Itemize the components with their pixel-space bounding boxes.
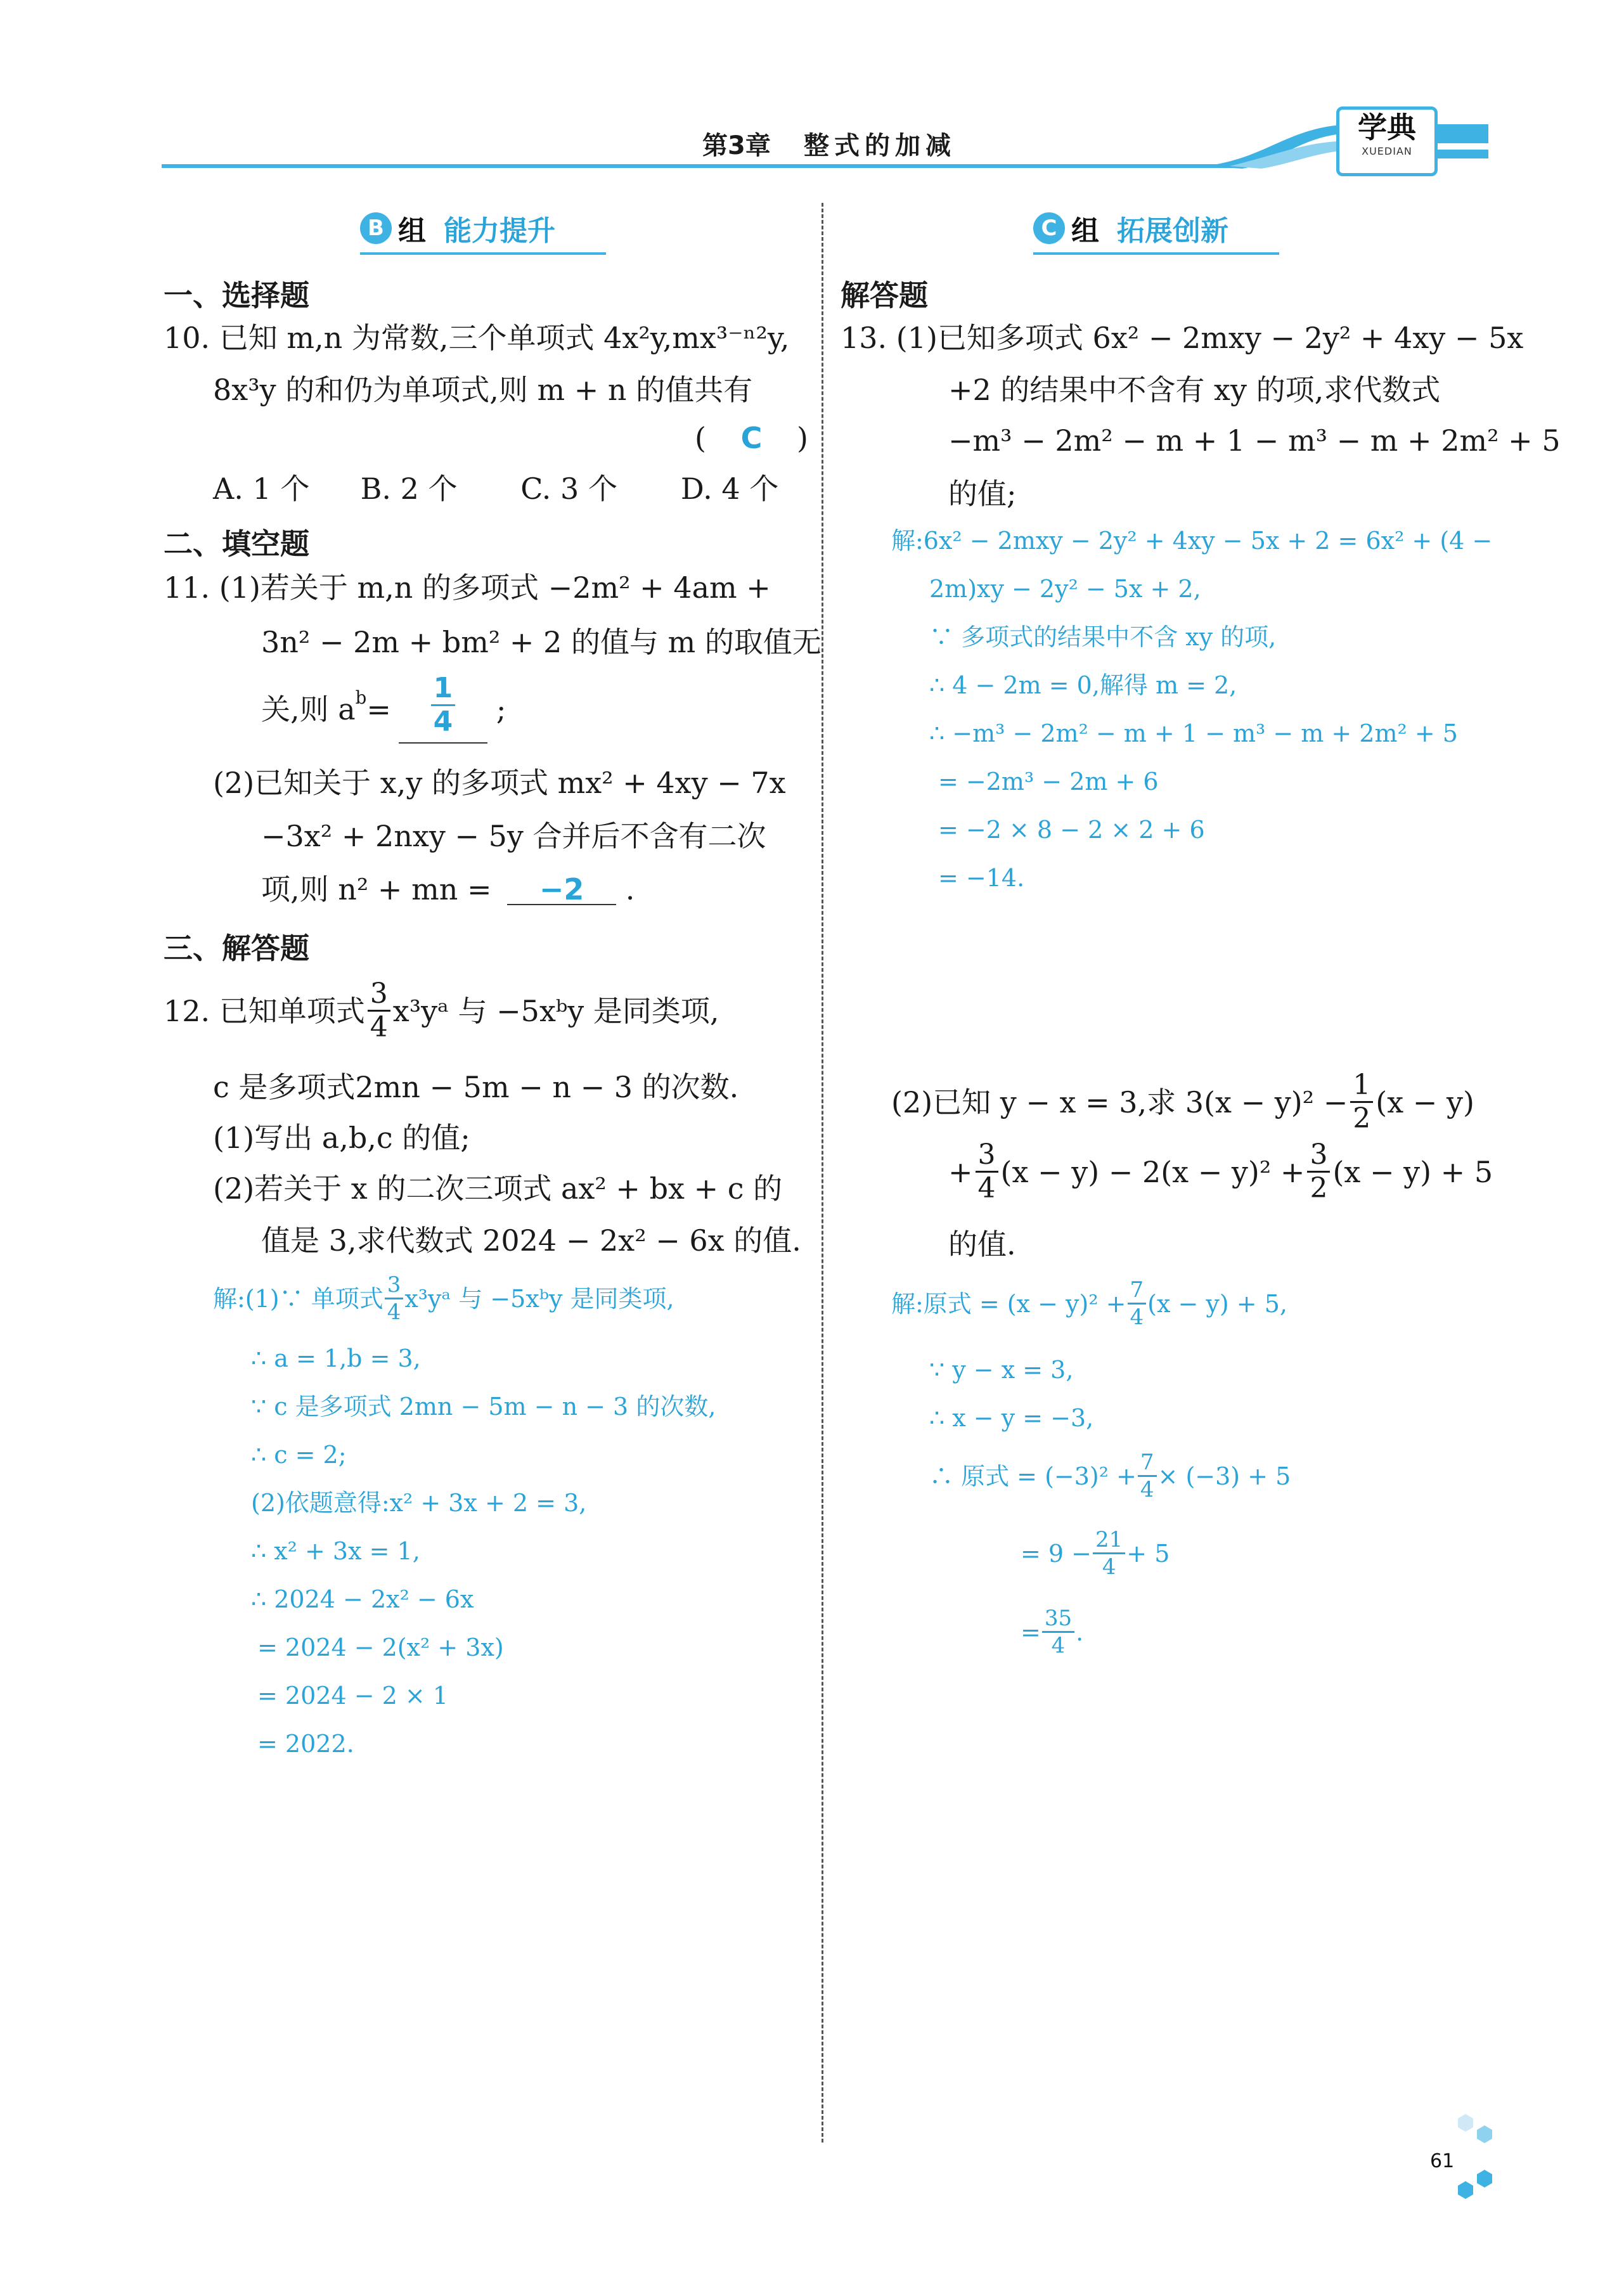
q13-2-line2	[948, 1138, 1493, 1204]
sol13b-l6-d: 4	[1051, 1633, 1066, 1658]
q11-1-blank	[399, 674, 487, 744]
q13-2-frac2	[976, 1138, 998, 1204]
q12-line5: 值是 3,求代数式 2024 − 2x² − 6x 的值.	[261, 1223, 801, 1258]
chapter-title: 整式的加减	[804, 131, 956, 160]
logo	[1336, 106, 1438, 176]
sol12-line-c: ∴ c = 2;	[251, 1441, 347, 1469]
q12-post: x³yᵃ 与 −5xᵇy 是同类项,	[392, 993, 719, 1028]
sol13b-line6	[1021, 1608, 1083, 1656]
q13-2-post: (x − y)	[1376, 1085, 1474, 1119]
q11-1-ans-num: 1	[431, 674, 456, 706]
section-solve: 解答题	[841, 278, 928, 313]
sol12-post: x³yᵃ 与 −5xᵇy 是同类项,	[404, 1284, 674, 1313]
q10-line1: 10. 已知 m,n 为常数,三个单项式 4x²y,mx³⁻ⁿ²y,	[164, 321, 790, 355]
q11-2-text: 项,则 n² + mn =	[261, 872, 492, 906]
q12-solution-line1	[213, 1274, 674, 1323]
q10-options	[213, 472, 779, 506]
q10-answer-bracket	[695, 423, 808, 453]
q11-1-line1: 11. (1)若关于 m,n 的多项式 −2m² + 4am +	[164, 570, 771, 605]
sol13b-l5-post: + 5	[1126, 1539, 1170, 1568]
q11-2-line1: (2)已知关于 x,y 的多项式 mx² + 4xy − 7x	[213, 766, 786, 800]
sol13b-post: (x − y) + 5,	[1147, 1289, 1287, 1318]
sol13-line-b: 2m)xy − 2y² − 5x + 2,	[929, 575, 1201, 603]
sol13b-line3: ∴ x − y = −3,	[929, 1404, 1094, 1432]
group-b-word: 组	[398, 215, 426, 247]
q11-1-line3	[261, 674, 506, 744]
q13-2-d2: 4	[977, 1172, 996, 1204]
section-answer: 三、解答题	[164, 931, 309, 965]
sol13b-l6-n: 35	[1042, 1608, 1074, 1633]
sol12-line-g: = 2024 − 2(x² + 3x)	[257, 1634, 504, 1661]
section-choice: 一、选择题	[164, 278, 309, 313]
sol13b-l4-pre: ∴ 原式 = (−3)² +	[929, 1462, 1137, 1490]
option-d: D. 4 个	[680, 472, 779, 506]
q13-2-d1: 2	[1353, 1102, 1371, 1135]
sol12-den: 4	[387, 1299, 401, 1325]
sol12-line-a: ∴ a = 1,b = 3,	[251, 1344, 421, 1372]
sol13b-n1: 7	[1128, 1279, 1147, 1305]
sol13b-frac2	[1138, 1452, 1157, 1500]
sol13b-line2: ∵ y − x = 3,	[929, 1356, 1074, 1384]
sol13b-l5-pre: = 9 −	[1021, 1539, 1092, 1568]
q13-2-line1	[891, 1071, 1474, 1133]
sol13b-l6-post: .	[1076, 1618, 1084, 1646]
sol13b-line4	[929, 1452, 1291, 1500]
sol12-num: 3	[385, 1274, 404, 1299]
q11-2-answer: −2	[507, 875, 616, 905]
sol12-line-e: ∴ x² + 3x = 1,	[251, 1537, 420, 1565]
q11-1-answer-fraction	[431, 674, 456, 736]
group-b-badge: B	[360, 212, 392, 244]
sol13b-line1	[891, 1279, 1287, 1328]
q10-paren-right: )	[796, 421, 808, 455]
column-divider	[822, 203, 823, 2143]
q12-num: 3	[368, 980, 390, 1012]
group-c-badge: C	[1033, 212, 1065, 244]
q12-line1	[164, 977, 719, 1043]
sol12-line-h: = 2024 − 2 × 1	[257, 1682, 448, 1710]
q11-1-tail: ;	[496, 692, 506, 726]
q12-fraction	[368, 977, 390, 1043]
header	[0, 0, 1624, 177]
q12-line2: c 是多项式2mn − 5m − n − 3 的次数.	[213, 1070, 739, 1104]
sol13b-frac3	[1093, 1529, 1125, 1578]
page-number: 61	[1430, 2150, 1455, 2172]
sol12-pre: 解:(1)∵ 单项式	[213, 1284, 383, 1313]
group-b-heading	[360, 208, 606, 255]
q13-line3: −m³ − 2m² − m + 1 − m³ − m + 2m² + 5	[948, 423, 1561, 458]
q13-2-d3: 2	[1310, 1172, 1328, 1204]
sol12-line-i: = 2022.	[257, 1730, 354, 1758]
sol13b-l4-d: 4	[1140, 1477, 1154, 1502]
q11-1-eq: =	[366, 692, 391, 726]
q11-1-ans-den: 4	[433, 706, 453, 738]
sol13b-l5-n: 21	[1093, 1529, 1125, 1554]
sol13b-pre: 解:原式 = (x − y)² +	[891, 1289, 1126, 1318]
option-b: B. 2 个	[360, 472, 458, 506]
q10-answer: C	[740, 421, 763, 455]
q13-2-n1: 1	[1350, 1071, 1373, 1103]
option-c: C. 3 个	[520, 472, 617, 506]
q13-line1: 13. (1)已知多项式 6x² − 2mxy − 2y² + 4xy − 5x	[841, 321, 1524, 355]
sol12-line-b: ∵ c 是多项式 2mn − 5m − n − 3 的次数,	[251, 1393, 716, 1421]
sol13b-frac4	[1042, 1608, 1074, 1656]
q12-line3: (1)写出 a,b,c 的值;	[213, 1121, 470, 1155]
q12-line4: (2)若关于 x 的二次三项式 ax² + bx + c 的	[213, 1171, 783, 1206]
group-c-word: 组	[1071, 215, 1099, 247]
q10-line2: 8x³y 的和仍为单项式,则 m + n 的值共有	[213, 373, 753, 407]
sol13-line-a: 解:6x² − 2mxy − 2y² + 4xy − 5x + 2 = 6x² + (4 −	[891, 527, 1493, 555]
q13-line4: 的值;	[948, 477, 1017, 511]
q11-2-line2: −3x² + 2nxy − 5y 合并后不含有二次	[261, 819, 766, 853]
option-a: A. 1 个	[213, 472, 310, 506]
sol12-line-f: ∴ 2024 − 2x² − 6x	[251, 1585, 474, 1613]
chapter-label: 第3章	[702, 131, 771, 160]
q12-den: 4	[370, 1011, 388, 1043]
q13-2-frac3	[1307, 1138, 1330, 1204]
q13-2-n3: 3	[1307, 1141, 1330, 1173]
sol13-line-d: ∴ 4 − 2m = 0,解得 m = 2,	[929, 671, 1237, 699]
q13-2-n2: 3	[976, 1141, 998, 1173]
section-fill: 二、填空题	[164, 527, 309, 561]
group-c-heading	[1033, 208, 1279, 255]
sol12-line-d: (2)依题意得:x² + 3x + 2 = 3,	[251, 1489, 587, 1517]
sol13-line-h: = −14.	[938, 864, 1025, 892]
sol13b-l6-pre: =	[1021, 1618, 1041, 1646]
q11-1-line2: 3n² − 2m + bm² + 2 的值与 m 的取值无	[261, 625, 822, 659]
q11-1-sup: b	[355, 686, 367, 708]
q13-2-pre: (2)已知 y − x = 3,求 3(x − y)² −	[891, 1085, 1348, 1119]
q13-2-l2-post: (x − y) + 5	[1332, 1154, 1493, 1189]
sol13-line-e: ∴ −m³ − 2m² − m + 1 − m³ − m + 2m² + 5	[929, 719, 1458, 747]
sol13b-l5-d: 4	[1102, 1554, 1116, 1580]
q13-2-l2-mid: (x − y) − 2(x − y)² +	[1000, 1154, 1305, 1189]
sol13-line-f: = −2m³ − 2m + 6	[938, 768, 1159, 796]
q13-2-line3: 的值.	[948, 1227, 1016, 1261]
sol13-line-g: = −2 × 8 − 2 × 2 + 6	[938, 816, 1205, 844]
q11-2-tail: .	[625, 872, 635, 906]
q13-2-l2-pre: +	[948, 1154, 973, 1189]
logo-text-en: XUEDIAN	[1362, 145, 1412, 157]
q13-line2: +2 的结果中不含有 xy 的项,求代数式	[948, 373, 1441, 407]
q10-paren-left: (	[695, 421, 706, 455]
sol13b-frac1	[1128, 1279, 1147, 1328]
sol13b-l4-n: 7	[1138, 1452, 1157, 1477]
q11-2-line3	[261, 872, 635, 906]
sol12-fraction	[385, 1274, 404, 1323]
sol13b-line5	[1021, 1529, 1170, 1578]
q13-2-frac1	[1350, 1071, 1373, 1133]
sol13b-l4-post: × (−3) + 5	[1157, 1462, 1291, 1490]
group-c-title: 拓展创新	[1117, 215, 1228, 247]
sol13b-d1: 4	[1130, 1305, 1144, 1330]
group-b-title: 能力提升	[444, 215, 555, 247]
logo-text-cn: 学典	[1358, 110, 1416, 145]
q12-pre: 12. 已知单项式	[164, 993, 365, 1028]
sol13-line-c: ∵ 多项式的结果中不含 xy 的项,	[929, 623, 1277, 651]
q11-1-text: 关,则 a	[261, 692, 356, 726]
